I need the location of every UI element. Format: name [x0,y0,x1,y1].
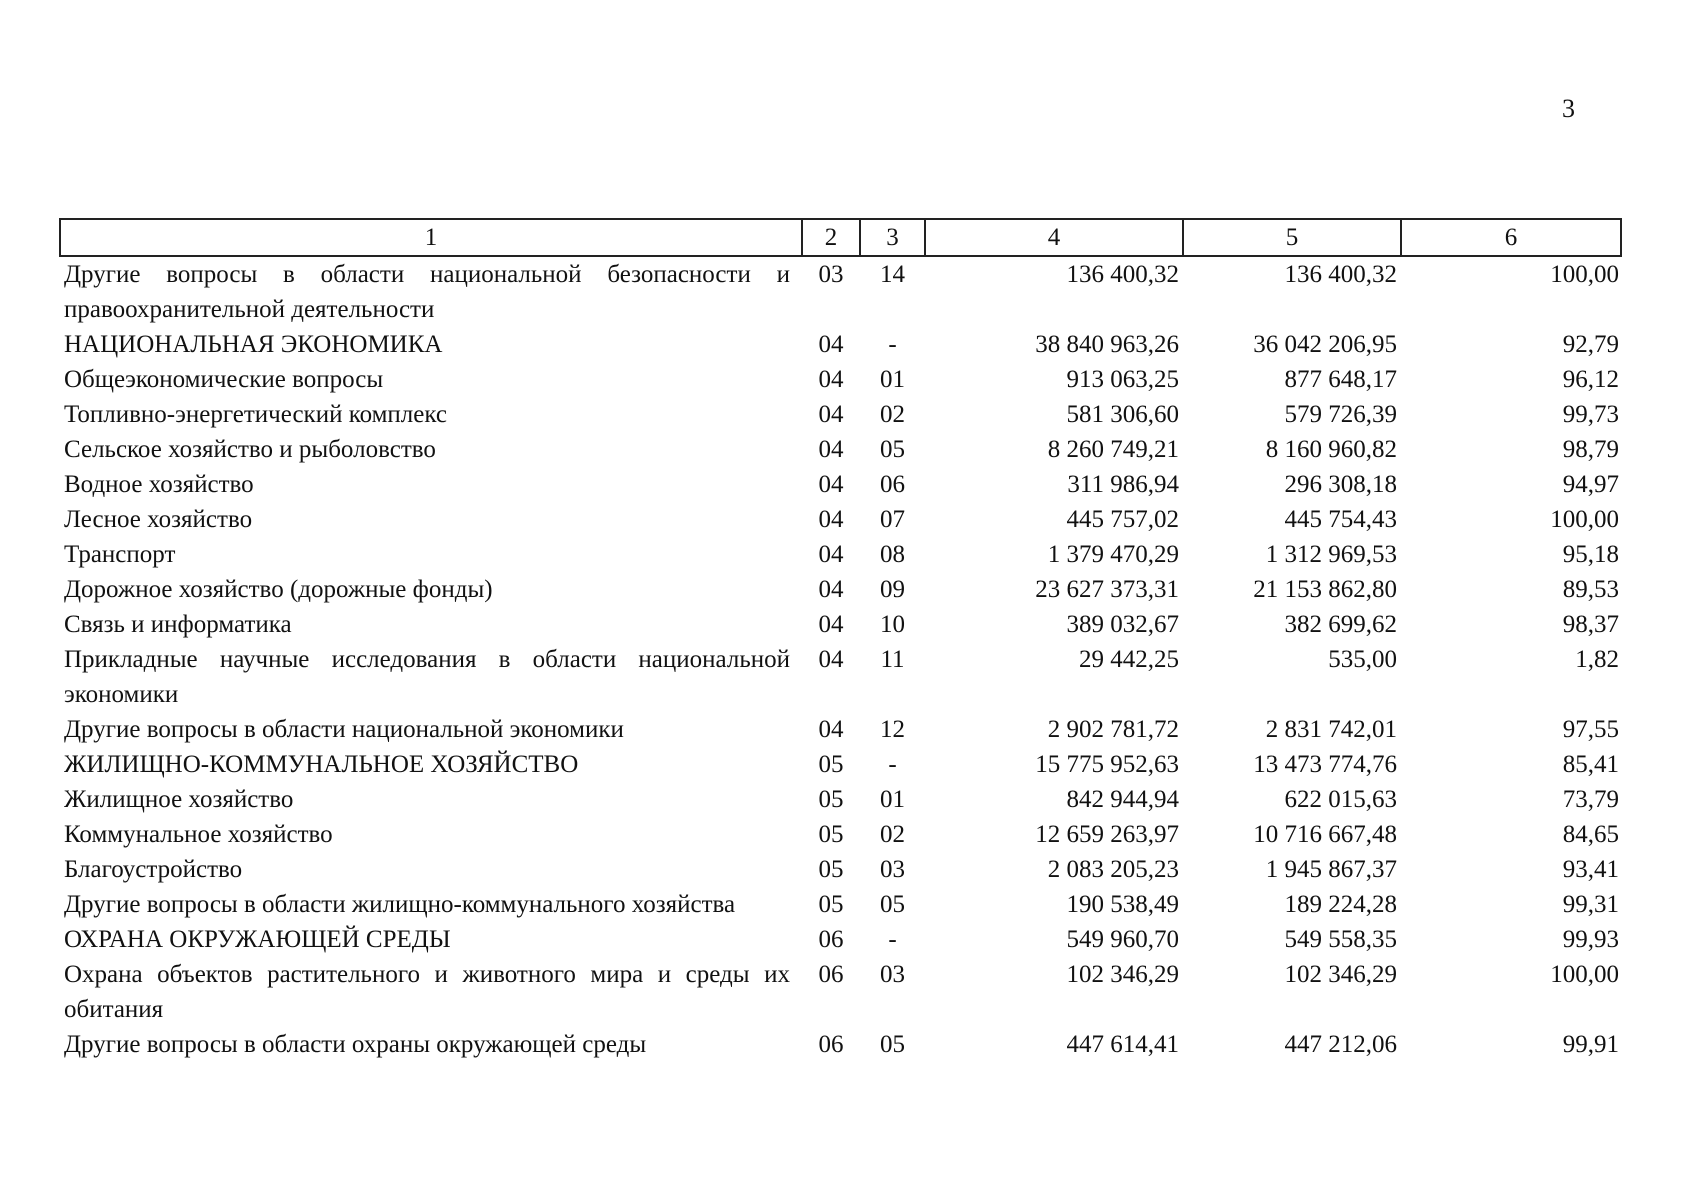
execution-percent: 94,97 [1562,471,1619,498]
table-row [60,256,1621,327]
subsection-code: 10 [880,611,905,638]
planned-amount: 38 840 963,26 [1035,331,1179,358]
planned-amount: 913 063,25 [1066,366,1179,393]
execution-percent: 85,41 [1562,751,1619,778]
execution-percent: 100,00 [1550,961,1619,988]
actual-amount: 877 648,17 [1284,366,1397,393]
actual-amount: 13 473 774,76 [1253,751,1397,778]
actual-amount: 447 212,06 [1284,1031,1397,1058]
actual-amount: 189 224,28 [1284,891,1397,918]
section-code: 05 [818,786,844,813]
section-code: 05 [818,891,844,918]
item-name: Другие вопросы в области национальной экономики [64,716,624,743]
item-name: Прикладные научные исследования в области национальной экономики [64,646,790,708]
section-code: 04 [818,576,844,603]
subsection-code: 05 [880,436,905,463]
subsection-code: 06 [880,471,905,498]
table-row [60,432,1621,467]
subsection-code: 07 [880,506,905,533]
column-header-plan: 4 [925,219,1183,256]
table-row [60,327,1621,362]
item-name: Топливно-энергетический комплекс [64,401,447,428]
column-header-subsection: 3 [860,219,925,256]
execution-percent: 89,53 [1562,576,1619,603]
execution-percent: 93,41 [1562,856,1619,883]
execution-percent: 99,91 [1562,1031,1619,1058]
subsection-code: 02 [880,821,905,848]
planned-amount: 8 260 749,21 [1047,436,1179,463]
execution-percent: 100,00 [1550,261,1619,288]
section-code: 04 [818,401,844,428]
section-code: 04 [818,366,844,393]
subsection-code: 03 [880,856,905,883]
execution-percent: 99,31 [1562,891,1619,918]
item-name: Водное хозяйство [64,471,254,498]
subsection-code: 11 [880,646,905,673]
actual-amount: 382 699,62 [1284,611,1397,638]
table-row [60,502,1621,537]
item-name: НАЦИОНАЛЬНАЯ ЭКОНОМИКА [64,331,443,358]
planned-amount: 842 944,94 [1066,786,1179,813]
planned-amount: 190 538,49 [1066,891,1179,918]
execution-percent: 99,93 [1562,926,1619,953]
actual-amount: 579 726,39 [1284,401,1397,428]
subsection-code: - [888,926,897,953]
subsection-code: 03 [880,961,905,988]
item-name: ЖИЛИЩНО-КОММУНАЛЬНОЕ ХОЗЯЙСТВО [64,751,579,778]
execution-percent: 92,79 [1562,331,1619,358]
actual-amount: 535,00 [1328,646,1397,673]
item-name: Другие вопросы в области охраны окружающей среды [64,1031,647,1058]
table-row [60,817,1621,852]
actual-amount: 21 153 862,80 [1253,576,1397,603]
execution-percent: 1,82 [1575,646,1619,673]
actual-amount: 8 160 960,82 [1265,436,1397,463]
section-code: 04 [818,541,844,568]
subsection-code: - [888,331,897,358]
planned-amount: 549 960,70 [1066,926,1179,953]
execution-percent: 99,73 [1562,401,1619,428]
section-code: 05 [818,751,844,778]
planned-amount: 29 442,25 [1079,646,1179,673]
execution-percent: 95,18 [1562,541,1619,568]
item-name: Благоустройство [64,856,243,883]
column-header-percent: 6 [1401,219,1621,256]
table-row [60,1027,1621,1062]
section-code: 04 [818,436,844,463]
table-row [60,362,1621,397]
actual-amount: 36 042 206,95 [1253,331,1397,358]
actual-amount: 445 754,43 [1284,506,1397,533]
execution-percent: 98,79 [1562,436,1619,463]
planned-amount: 581 306,60 [1066,401,1179,428]
table-row [60,922,1621,957]
execution-percent: 97,55 [1562,716,1619,743]
subsection-code: 02 [880,401,905,428]
table-row [60,957,1621,1027]
planned-amount: 445 757,02 [1066,506,1179,533]
subsection-code: 09 [880,576,905,603]
section-code: 04 [818,506,844,533]
item-name: ОХРАНА ОКРУЖАЮЩЕЙ СРЕДЫ [64,926,451,953]
execution-percent: 84,65 [1562,821,1619,848]
planned-amount: 1 379 470,29 [1047,541,1179,568]
section-code: 06 [818,926,844,953]
table-header [60,219,1621,256]
page-number: 3 [1562,94,1575,123]
section-code: 04 [818,471,844,498]
table-row [60,467,1621,502]
actual-amount: 549 558,35 [1284,926,1397,953]
table-row [60,712,1621,747]
item-name: Транспорт [64,541,176,568]
planned-amount: 389 032,67 [1066,611,1179,638]
planned-amount: 2 902 781,72 [1047,716,1179,743]
item-name: Сельское хозяйство и рыболовство [64,436,436,463]
table-row [60,572,1621,607]
item-name: Коммунальное хозяйство [64,821,333,848]
item-name: Другие вопросы в области жилищно-коммунального хозяйства [64,891,736,918]
item-name: Лесное хозяйство [64,506,253,533]
item-name: Другие вопросы в области национальной безопасности и правоохранительной деятельности [64,261,790,323]
section-code: 04 [818,716,844,743]
table-row [60,397,1621,432]
section-code: 05 [818,856,844,883]
column-header-actual: 5 [1183,219,1401,256]
table-body [60,256,1621,1062]
column-header-name: 1 [60,219,802,256]
subsection-code: 01 [880,366,905,393]
section-code: 06 [818,961,844,988]
actual-amount: 1 312 969,53 [1265,541,1397,568]
subsection-code: 08 [880,541,905,568]
subsection-code: 14 [880,261,905,288]
section-code: 04 [818,331,844,358]
actual-amount: 136 400,32 [1284,261,1397,288]
table-row [60,852,1621,887]
section-code: 06 [818,1031,844,1058]
execution-percent: 73,79 [1562,786,1619,813]
planned-amount: 102 346,29 [1066,961,1179,988]
subsection-code: - [888,751,897,778]
execution-percent: 96,12 [1562,366,1619,393]
planned-amount: 12 659 263,97 [1035,821,1179,848]
actual-amount: 296 308,18 [1284,471,1397,498]
planned-amount: 15 775 952,63 [1035,751,1179,778]
header-row [60,219,1621,256]
item-name: Общеэкономические вопросы [64,366,384,393]
table-row [60,537,1621,572]
item-name: Охрана объектов растительного и животного мира и среды их обитания [64,961,790,1023]
column-header-section: 2 [802,219,860,256]
item-name: Дорожное хозяйство (дорожные фонды) [64,576,493,603]
table-row [60,607,1621,642]
execution-percent: 98,37 [1562,611,1619,638]
table-row [60,642,1621,712]
subsection-code: 12 [880,716,905,743]
item-name: Связь и информатика [64,611,292,638]
item-name: Жилищное хозяйство [64,786,294,813]
actual-amount: 10 716 667,48 [1253,821,1397,848]
subsection-code: 01 [880,786,905,813]
table-row [60,747,1621,782]
planned-amount: 23 627 373,31 [1035,576,1179,603]
execution-percent: 100,00 [1550,506,1619,533]
planned-amount: 136 400,32 [1066,261,1179,288]
planned-amount: 447 614,41 [1066,1031,1179,1058]
actual-amount: 2 831 742,01 [1265,716,1397,743]
subsection-code: 05 [880,891,905,918]
section-code: 05 [818,821,844,848]
table-row [60,782,1621,817]
actual-amount: 102 346,29 [1284,961,1397,988]
actual-amount: 622 015,63 [1284,786,1397,813]
planned-amount: 2 083 205,23 [1047,856,1179,883]
section-code: 04 [818,646,844,673]
subsection-code: 05 [880,1031,905,1058]
budget-table [59,218,1622,1062]
planned-amount: 311 986,94 [1067,471,1179,498]
table-row [60,887,1621,922]
actual-amount: 1 945 867,37 [1265,856,1397,883]
section-code: 03 [818,261,844,288]
section-code: 04 [818,611,844,638]
